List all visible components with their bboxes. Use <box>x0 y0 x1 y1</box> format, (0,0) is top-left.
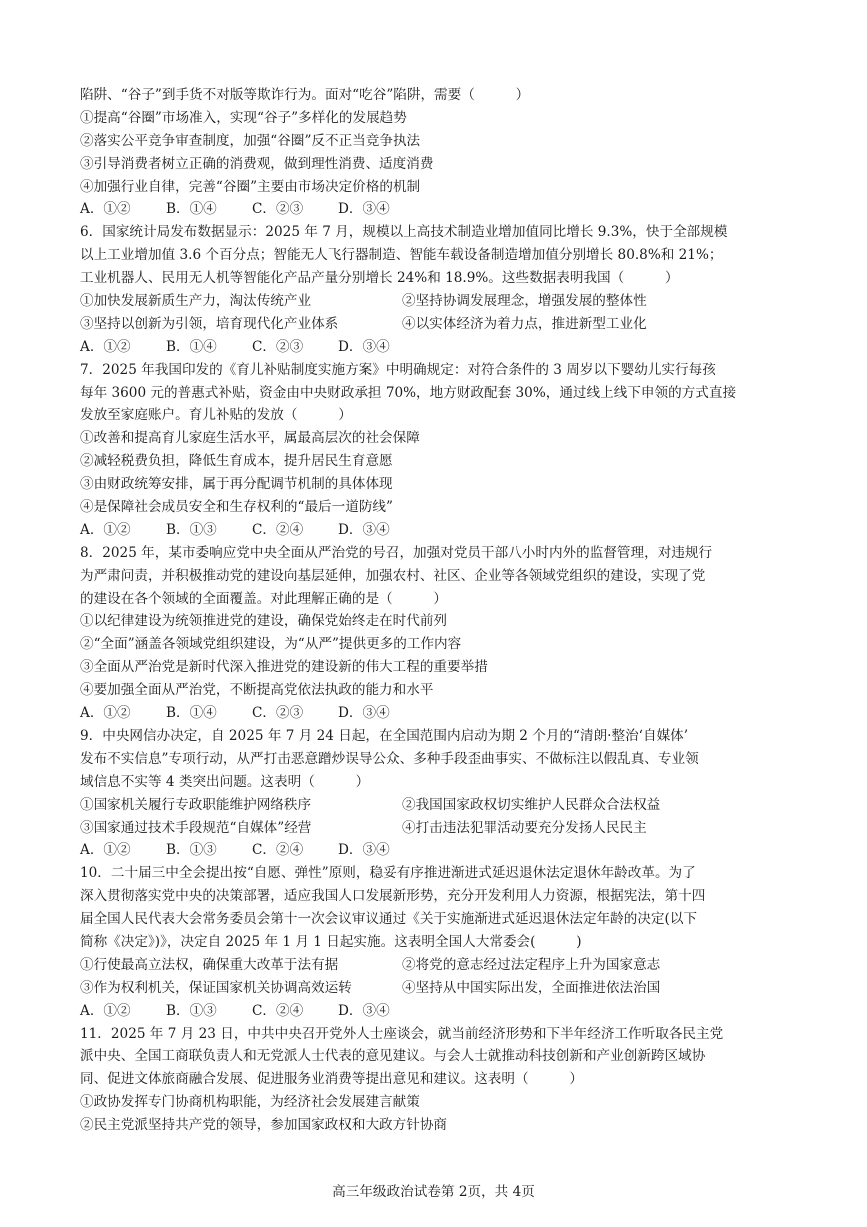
answer-choice-b: B．①③ <box>166 1002 217 1019</box>
option-line: ③国家通过技术手段规范“自媒体”经营 <box>80 819 312 836</box>
answer-choice-d: D．③④ <box>338 1002 390 1019</box>
question-stem-line: 11．2025 年 7 月 23 日，中共中央召开党外人士座谈会，就当前经济形势和下半年经济工作听取各民主党 <box>80 1025 724 1042</box>
answer-choices <box>80 198 790 221</box>
question-stem-line: 发布不实信息”专项行动，从严打击恶意蹭炒误导公众、多种手段歪曲事实、不做标注以假乱真、专业领 <box>80 750 699 767</box>
option-line: ①以纪律建设为统领推进党的建设，确保党始终走在时代前列 <box>80 613 448 630</box>
question-11 <box>80 1023 790 1137</box>
option-line: ①国家机关履行专政职能维护网络秩序 <box>80 796 312 813</box>
option-line: ③坚持以创新为引领，培育现代化产业体系 <box>80 315 339 332</box>
option-row <box>80 290 790 313</box>
question-stem-line: 派中央、全国工商联负责人和无党派人士代表的意见建议。与会人士就推动科技创新和产业创新跨区域协 <box>80 1048 706 1065</box>
option-line: ③引导消费者树立正确的消费观，做到理性消费、适度消费 <box>80 155 434 172</box>
answer-choices <box>80 839 790 862</box>
answer-choice-d: D．③④ <box>338 201 390 218</box>
answer-choice-c: C．②④ <box>252 521 304 538</box>
answer-choice-d: D．③④ <box>338 521 390 538</box>
option-line: ①行使最高立法权，确保重大改革于法有据 <box>80 956 339 973</box>
option-line: ②“全面”涵盖各领域党组织建设，为“从严”提供更多的工作内容 <box>80 636 462 653</box>
question-stem-line: 工业机器人、民用无人机等智能化产品产量分别增长 24%和 18.9%。这些数据表明我国（ ） <box>80 270 679 287</box>
answer-choice-a: A．①② <box>80 338 131 355</box>
option-row <box>80 794 790 817</box>
option-line: ②民主党派坚持共产党的领导，参加国家政权和大政方针协商 <box>80 1117 448 1134</box>
option-line: ②减轻税费负担，降低生育成本，提升居民生育意愿 <box>80 453 393 470</box>
question-stem-line: 每年 3600 元的普惠式补贴，资金由中央财政承担 70%，地方财政配套 30%，通过线上线下申领的方式直接 <box>80 384 737 401</box>
question-stem-line: 的建设在各个领域的全面覆盖。对此理解正确的是（ ） <box>80 590 448 607</box>
answer-choices <box>80 702 790 725</box>
option-line: ②坚持协调发展理念，增强发展的整体性 <box>402 293 647 310</box>
answer-choice-a: A．①② <box>80 705 131 722</box>
answer-choice-b: B．①③ <box>166 521 217 538</box>
answer-choice-d: D．③④ <box>338 705 390 722</box>
question-8 <box>80 542 790 725</box>
option-row <box>80 313 790 336</box>
question-7 <box>80 359 790 542</box>
option-line: ①提高“谷圈”市场准入，实现“谷子”多样化的发展趋势 <box>80 109 407 126</box>
option-line: ④是保障社会成员安全和生存权利的“最后一道防线” <box>80 499 393 516</box>
question-stem-line: 7．2025 年我国印发的《育儿补贴制度实施方案》中明确规定：对符合条件的 3 周岁以下婴幼儿实行每孩 <box>80 361 716 378</box>
answer-choice-b: B．①④ <box>166 201 217 218</box>
question-6 <box>80 221 790 358</box>
question-stem-line: 为严肃问责，并积极推动党的建设向基层延伸，加强农村、社区、企业等各领域党组织的建设，实现了党 <box>80 567 706 584</box>
question-stem-line: 域信息不实等 4 类突出问题。这表明（ ） <box>80 773 370 790</box>
option-row <box>80 954 790 977</box>
question-stem-line: 简称《决定》)》，决定自 2025 年 1 月 1 日起实施。这表明全国人大常委会( ) <box>80 933 582 950</box>
answer-choice-a: A．①② <box>80 521 131 538</box>
answer-choice-c: C．②④ <box>252 842 304 859</box>
question-5-tail <box>80 84 790 221</box>
question-stem-line: 陷阱、“谷子”到手货不对版等欺诈行为。面对“吃谷”陷阱，需要（ ） <box>80 87 530 103</box>
question-stem-line: 发放至家庭账户。育儿补贴的发放（ ） <box>80 407 352 424</box>
question-10 <box>80 862 790 1022</box>
question-stem-line: 以上工业增加值 3.6 个百分点；智能无人飞行器制造、智能车载设备制造增加值分别增长 80.8%和 21%； <box>80 247 723 264</box>
option-line: ①加快发展新质生产力，淘汰传统产业 <box>80 293 312 310</box>
option-line: ①政协发挥专门协商机构职能，为经济社会发展建言献策 <box>80 1094 420 1111</box>
option-line: ①改善和提高育儿家庭生活水平，属最高层次的社会保障 <box>80 430 420 447</box>
option-line: ④打击违法犯罪活动要充分发扬人民民主 <box>402 819 647 836</box>
question-stem-line: 深入贯彻落实党中央的决策部署，适应我国人口发展新形势，充分开发利用人力资源，根据宪法，第十四 <box>80 888 706 905</box>
question-9 <box>80 725 790 862</box>
question-stem-line: 9．中央网信办决定，自 2025 年 7 月 24 日起，在全国范围内启动为期 2 个月的“清朗·整治‘自媒体’ <box>80 727 689 744</box>
question-stem-line: 10．二十届三中全会提出按“自愿、弹性”原则，稳妥有序推进渐进式延迟退休法定退休年龄改革。为了 <box>80 865 696 882</box>
question-stem-line: 6．国家统计局发布数据显示：2025 年 7 月，规模以上高技术制造业增加值同比增长 9.3%，快于全部规模 <box>80 224 728 241</box>
option-line: ③作为权利机关，保证国家机关协调高效运转 <box>80 979 352 996</box>
answer-choice-c: C．②③ <box>252 201 304 218</box>
answer-choice-d: D．③④ <box>338 338 390 355</box>
answer-choice-b: B．①④ <box>166 338 217 355</box>
question-stem-line: 8．2025 年，某市委响应党中央全面从严治党的号召，加强对党员干部八小时内外的监督管理，对违规行 <box>80 544 713 561</box>
answer-choice-a: A．①② <box>80 201 131 218</box>
answer-choice-a: A．①② <box>80 842 131 859</box>
option-row <box>80 977 790 1000</box>
question-stem-line: 届全国人民代表大会常务委员会第十一次会议审议通过《关于实施渐进式延迟退休法定年龄的决定(以下 <box>80 911 698 928</box>
option-line: ②我国国家政权切实维护人民群众合法权益 <box>402 796 661 813</box>
answer-choice-c: C．②③ <box>252 705 304 722</box>
answer-choice-b: B．①④ <box>166 705 217 722</box>
answer-choice-c: C．②④ <box>252 1002 304 1019</box>
answer-choices <box>80 336 790 359</box>
answer-choices <box>80 519 790 542</box>
option-line: ③全面从严治党是新时代深入推进党的建设新的伟大工程的重要举措 <box>80 659 488 676</box>
option-line: ②落实公平竞争审查制度，加强“谷圈”反不正当竞争执法 <box>80 132 421 149</box>
page-footer: 高三年级政治试卷第 2页，共 4页 <box>332 1184 535 1200</box>
answer-choice-c: C．②③ <box>252 338 304 355</box>
answer-choice-b: B．①③ <box>166 842 217 859</box>
answer-choices <box>80 1000 790 1023</box>
answer-choice-a: A．①② <box>80 1002 131 1019</box>
question-stem-line: 同、促进文体旅商融合发展、促进服务业消费等提出意见和建议。这表明（ ） <box>80 1071 583 1088</box>
option-line: ④坚持从中国实际出发，全面推进依法治国 <box>402 979 661 996</box>
option-line: ④要加强全面从严治党，不断提高党依法执政的能力和水平 <box>80 682 434 699</box>
answer-choice-d: D．③④ <box>338 842 390 859</box>
option-line: ④加强行业自律，完善“谷圈”主要由市场决定价格的机制 <box>80 178 421 195</box>
exam-page <box>80 84 790 1137</box>
option-line: ③由财政统筹安排，属于再分配调节机制的具体体现 <box>80 476 393 493</box>
option-line: ②将党的意志经过法定程序上升为国家意志 <box>402 956 661 973</box>
option-line: ④以实体经济为着力点，推进新型工业化 <box>402 315 647 332</box>
option-row <box>80 817 790 840</box>
